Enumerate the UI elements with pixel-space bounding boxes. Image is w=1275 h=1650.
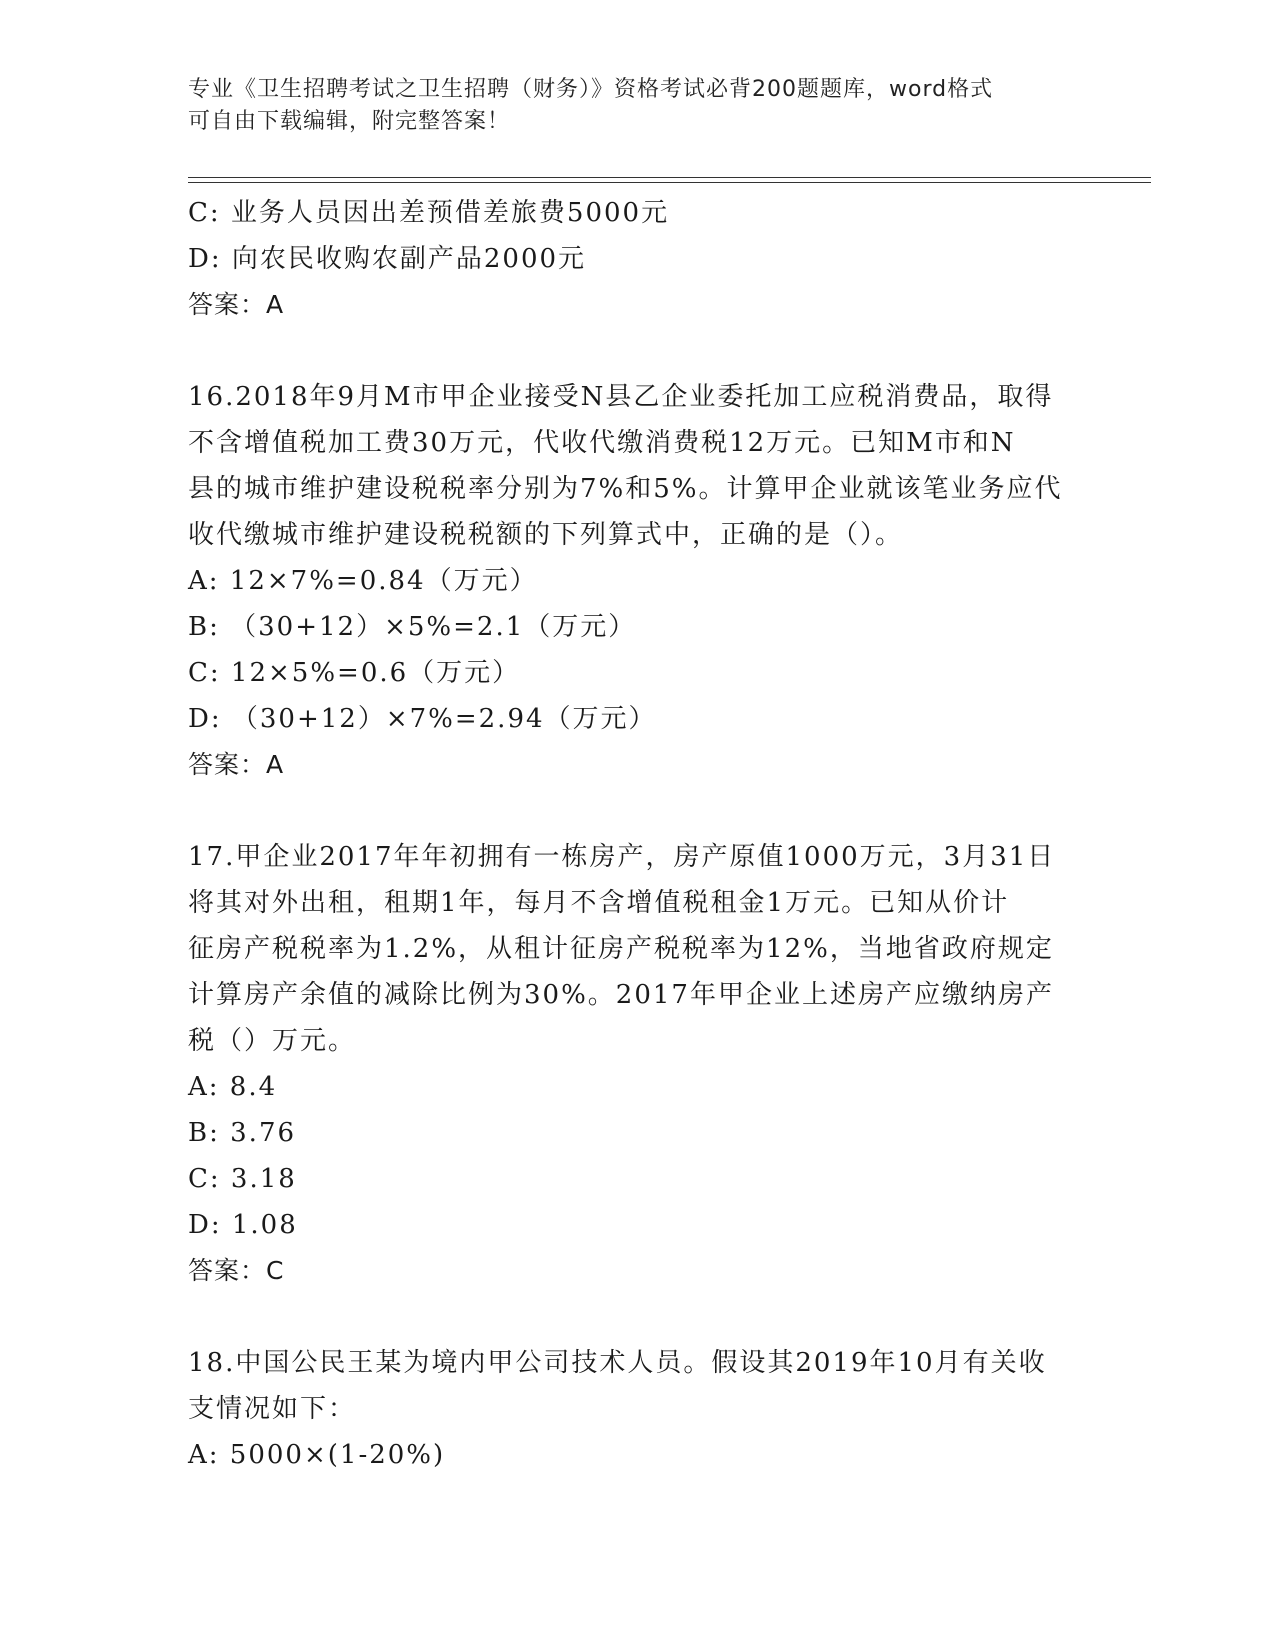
header-title-line-1: 专业《卫生招聘考试之卫生招聘（财务）》资格考试必背200题题库，word格式: [188, 77, 994, 102]
q17-stem-line: 计算房产余值的减除比例为30%。2017年甲企业上述房产应缴纳房产: [188, 980, 1054, 1010]
q17-stem-line: 将其对外出租，租期1年，每月不含增值税租金1万元。已知从价计: [188, 888, 1010, 918]
q18-stem-line: 支情况如下：: [188, 1394, 357, 1424]
q16-stem-line: 收代缴城市维护建设税税额的下列算式中，正确的是（）。: [188, 520, 904, 550]
q16-option-b: B: （30+12）×5%=2.1（万元）: [188, 612, 637, 642]
q17-option-c: C: 3.18: [188, 1164, 297, 1194]
q17-stem-line: 征房产税税率为1.2%，从租计征房产税税率为12%，当地省政府规定: [188, 934, 1054, 964]
q17-option-d: D: 1.08: [188, 1210, 298, 1240]
header-divider-top: [188, 177, 1151, 178]
q17-stem-line: 税（）万元。: [188, 1026, 357, 1056]
q18-option-a: A: 5000×(1-20%): [188, 1440, 446, 1470]
q17-option-a: A: 8.4: [188, 1072, 278, 1102]
question-15: [188, 190, 1088, 328]
question-18: [188, 1340, 1088, 1478]
q16-option-d: D: （30+12）×7%=2.94（万元）: [188, 704, 657, 734]
q18-stem-line: 18.中国公民王某为境内甲公司技术人员。假设其2019年10月有关收: [188, 1348, 1047, 1378]
q17-stem-line: 17.甲企业2017年年初拥有一栋房产，房产原值1000万元，3月31日: [188, 842, 1056, 872]
question-content: [188, 190, 1088, 1478]
q16-answer: 答案：A: [188, 750, 285, 779]
q15-option-c: C: 业务人员因出差预借差旅费5000元: [188, 198, 670, 228]
document-header: [188, 74, 1088, 138]
q17-option-b: B: 3.76: [188, 1118, 297, 1148]
q15-answer: 答案：A: [188, 290, 285, 319]
spacer: [188, 788, 1088, 834]
header-divider-bottom: [188, 182, 1151, 183]
header-title-line-2: 可自由下载编辑，附完整答案！: [188, 109, 511, 134]
question-16: [188, 374, 1088, 788]
question-17: [188, 834, 1088, 1294]
q15-option-d: D: 向农民收购农副产品2000元: [188, 244, 587, 274]
q17-answer: 答案：C: [188, 1256, 285, 1285]
spacer: [188, 328, 1088, 374]
q16-stem-line: 不含增值税加工费30万元，代收代缴消费税12万元。已知M市和N: [188, 428, 1016, 458]
spacer: [188, 1294, 1088, 1340]
q16-option-c: C: 12×5%=0.6（万元）: [188, 658, 521, 688]
q16-option-a: A: 12×7%=0.84（万元）: [188, 566, 538, 596]
q16-stem-line: 16.2018年9月M市甲企业接受N县乙企业委托加工应税消费品，取得: [188, 382, 1054, 412]
q16-stem-line: 县的城市维护建设税税率分别为7%和5%。计算甲企业就该笔业务应代: [188, 474, 1063, 504]
